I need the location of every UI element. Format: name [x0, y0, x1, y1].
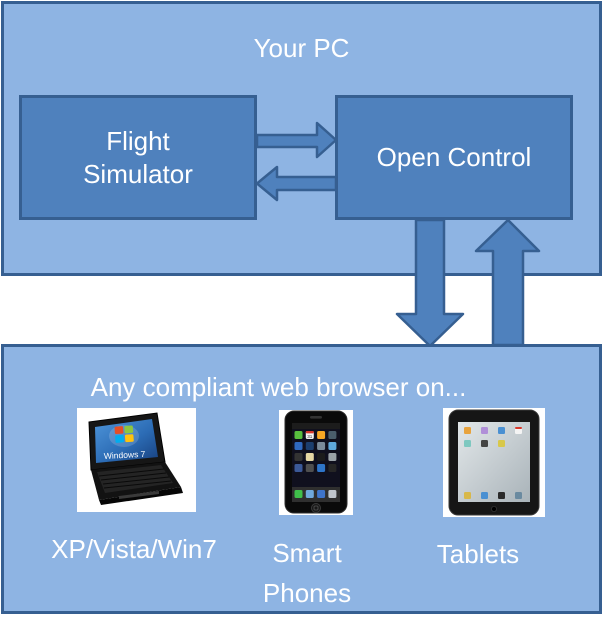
label-tablets: Tablets: [436, 539, 520, 569]
label-xp-vista-win7: XP/Vista/Win7: [51, 534, 217, 564]
calendar-icon: [306, 431, 314, 439]
laptop-image: [77, 408, 196, 512]
label-smart-phones: Smart Phones: [262, 538, 352, 608]
tablet-card: [443, 408, 545, 517]
arrow-left-icon: [257, 167, 336, 200]
your-pc-title: Your PC: [253, 33, 350, 63]
phone-speaker: [310, 416, 322, 419]
phone-statusbar: [292, 423, 340, 429]
screen-glow: [109, 425, 139, 447]
arrow-right-icon: [257, 123, 336, 157]
laptop-card: [77, 408, 196, 512]
arrow-up-icon: [476, 220, 539, 345]
laptop-screen-text: Windows 7: [103, 448, 146, 461]
smartphone-card: [279, 410, 353, 515]
smartphone-image: [279, 410, 353, 515]
browser-title: Any compliant web browser on...: [90, 372, 467, 402]
svg-text:31: 31: [307, 434, 313, 440]
browser-container: [1, 344, 602, 614]
arrow-down-icon: [397, 220, 463, 346]
tablet-image: [443, 408, 545, 517]
open-control-label: Open Control: [376, 142, 532, 172]
tablet-calendar-icon: [515, 427, 522, 434]
home-button: [312, 504, 321, 513]
tablet-home-button: [491, 506, 496, 511]
flight-simulator-label: Flight Simulator: [83, 125, 193, 189]
